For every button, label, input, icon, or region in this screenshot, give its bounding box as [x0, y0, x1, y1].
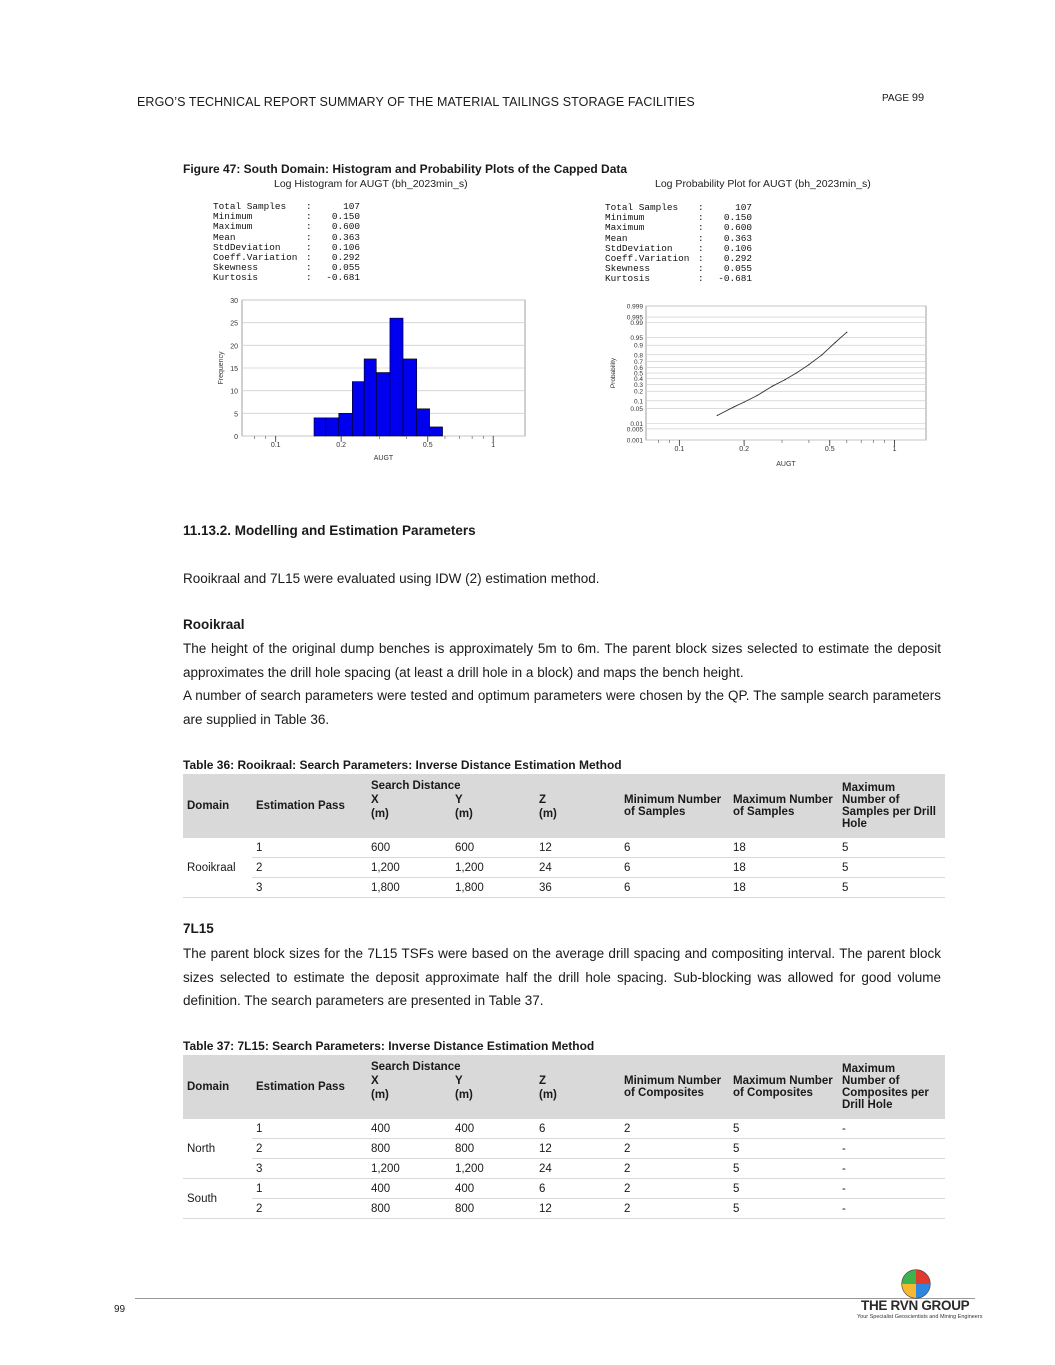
stat-value: -0.681 — [326, 272, 360, 284]
table-cell: 800 — [451, 1139, 535, 1159]
histogram-bar — [403, 359, 417, 436]
table-cell: - — [838, 1159, 945, 1179]
rvn-logo-icon — [900, 1268, 932, 1300]
stat-label: Total Samples — [213, 201, 287, 212]
probability-title: Log Probability Plot for AUGT (bh_2023min_s) — [655, 178, 871, 190]
table-cell: 5 — [838, 838, 945, 858]
stat-sep: : — [306, 252, 312, 264]
probability-point — [808, 364, 809, 365]
prob-ytick-label: 0.8 — [633, 352, 643, 360]
histogram-bar — [314, 418, 326, 436]
th-y-unit: (m) — [451, 808, 535, 838]
prob-ytick-label: 0.99 — [630, 320, 643, 328]
table-cell: 400 — [451, 1119, 535, 1139]
stat-label: Coeff.Variation — [605, 253, 690, 265]
table-cell: 3 — [252, 878, 367, 898]
hist-ytick-label: 5 — [234, 411, 238, 419]
table-cell: 1,200 — [367, 1159, 451, 1179]
prob-ytick-label: 0.999 — [626, 303, 643, 311]
stat-label: Maximum — [213, 221, 253, 233]
probability-point — [734, 406, 735, 407]
stat-value: 0.292 — [331, 252, 360, 264]
table-cell: 5 — [729, 1119, 838, 1139]
stat-row — [213, 273, 360, 283]
hist-ylabel: Frequency — [218, 351, 225, 385]
table-cell: 24 — [535, 1159, 620, 1179]
stat-label: Minimum — [605, 212, 645, 224]
stat-value: 0.055 — [723, 263, 752, 275]
table-cell: 2 — [620, 1139, 729, 1159]
prob-xtick-label: 0.5 — [824, 446, 835, 453]
histogram-bar — [376, 373, 390, 436]
table-cell: 600 — [451, 838, 535, 858]
table-cell: 1 — [252, 1119, 367, 1139]
th-x-unit: (m) — [367, 1089, 451, 1119]
table-cell: 1 — [252, 838, 367, 858]
table-row — [183, 878, 945, 898]
table-cell: 6 — [620, 858, 729, 878]
hist-ytick-label: 20 — [230, 343, 238, 351]
table-cell: 12 — [535, 838, 620, 858]
stat-sep: : — [306, 241, 312, 253]
probability-chart — [600, 298, 940, 473]
table-cell: 2 — [620, 1159, 729, 1179]
probability-point — [717, 415, 718, 416]
hist-ytick-label: 0 — [234, 434, 238, 441]
prob-xtick-label: 0.2 — [739, 446, 749, 453]
table-cell: 400 — [367, 1119, 451, 1139]
prob-ytick-label: 0.01 — [630, 420, 643, 428]
th-max-samples: Maximum Number of Samples — [729, 774, 838, 838]
th-min-samples: Minimum Number of Samples — [620, 774, 729, 838]
report-header-title: ERGO’S TECHNICAL REPORT SUMMARY OF THE MATERIAL TAILINGS STORAGE FACILITIES — [137, 95, 695, 109]
stat-value: 0.106 — [723, 242, 752, 254]
th-x-unit: (m) — [367, 808, 451, 838]
stat-sep: : — [306, 211, 312, 223]
stat-label: Coeff.Variation — [213, 252, 298, 264]
stat-value: 107 — [343, 201, 360, 212]
stat-sep: : — [306, 272, 312, 284]
th-z-unit: (m) — [535, 808, 620, 838]
stat-value: 0.600 — [331, 221, 360, 233]
figure-caption: Figure 47: South Domain: Histogram and Probability Plots of the Capped Data — [183, 162, 628, 176]
rvn-logo-text: THE RVN GROUP — [861, 1298, 970, 1313]
table-cell: 5 — [838, 858, 945, 878]
table36-caption: Table 36: Rooikraal: Search Parameters: Inverse Distance Estimation Method — [183, 758, 622, 772]
prob-ytick-label: 0.6 — [633, 365, 643, 373]
hist-ytick-label: 25 — [230, 320, 238, 328]
th-estimation-pass: Estimation Pass — [252, 1055, 367, 1119]
table-cell: 800 — [367, 1139, 451, 1159]
table-cell: 36 — [535, 878, 620, 898]
stat-sep: : — [306, 262, 312, 274]
th-x: X — [367, 1073, 451, 1089]
table-cell: 1,200 — [451, 1159, 535, 1179]
prob-ytick-label: 0.3 — [633, 381, 643, 389]
stat-value: 0.363 — [331, 231, 360, 243]
histogram-title: Log Histogram for AUGT (bh_2023min_s) — [274, 178, 468, 190]
table-cell: 2 — [620, 1119, 729, 1139]
hist-xtick-label: 0.2 — [336, 442, 347, 449]
hist-xtick-label: 1 — [491, 442, 496, 449]
table-cell: 18 — [729, 838, 838, 858]
table-cell: - — [838, 1139, 945, 1159]
prob-xtick-label: 0.1 — [674, 446, 685, 453]
table-cell: 400 — [451, 1179, 535, 1199]
table-cell: 1,200 — [367, 858, 451, 878]
table-cell: 1,800 — [367, 878, 451, 898]
table-cell: 12 — [535, 1139, 620, 1159]
stat-label: StdDeviation — [213, 241, 281, 253]
th-y: Y — [451, 1073, 535, 1089]
stat-sep: : — [698, 222, 704, 234]
table-cell: 6 — [620, 878, 729, 898]
stat-sep: : — [698, 212, 704, 224]
prob-ytick-label: 0.7 — [633, 359, 643, 367]
stat-row — [605, 274, 752, 284]
table-cell: 800 — [451, 1199, 535, 1219]
histogram-bar — [390, 318, 403, 436]
th-search-distance: Search Distance — [367, 1055, 620, 1073]
table-row — [183, 858, 945, 878]
stat-label: Mean — [213, 231, 236, 243]
stat-sep: : — [698, 263, 704, 275]
table-cell: 1,200 — [451, 858, 535, 878]
histogram-chart — [210, 292, 540, 462]
th-z-unit: (m) — [535, 1089, 620, 1119]
stat-label: Minimum — [213, 211, 253, 223]
th-max-composites: Maximum Number of Composites — [729, 1055, 838, 1119]
stat-value: 107 — [735, 202, 752, 213]
prob-xtick-label: 1 — [892, 446, 897, 453]
histogram-bar — [364, 359, 376, 436]
table-cell: 2 — [620, 1179, 729, 1199]
th-max-composites-per-dh: Maximum Number of Composites per Drill Hole — [838, 1055, 945, 1119]
th-max-samples-per-dh: Maximum Number of Samples per Drill Hole — [838, 774, 945, 838]
rvn-logo-tagline: Your Specialist Geoscientists and Mining Engineers — [857, 1314, 983, 1320]
histogram-bar — [417, 409, 430, 436]
th-min-composites: Minimum Number of Composites — [620, 1055, 729, 1119]
th-estimation-pass: Estimation Pass — [252, 774, 367, 838]
histogram-stats — [213, 202, 360, 284]
prob-ytick-label: 0.1 — [633, 398, 643, 406]
table-cell: 800 — [367, 1199, 451, 1219]
th-z: Z — [535, 792, 620, 808]
stat-value: 0.292 — [723, 253, 752, 265]
l15-heading: 7L15 — [183, 921, 214, 936]
histogram-bar — [352, 382, 364, 436]
histogram-bar — [326, 418, 339, 436]
probability-point — [796, 372, 797, 373]
hist-xtick-label: 0.5 — [422, 442, 433, 449]
probability-point — [757, 395, 758, 396]
probability-point — [821, 354, 822, 355]
table-cell: 6 — [535, 1179, 620, 1199]
table-cell: 18 — [729, 858, 838, 878]
stat-sep: : — [306, 231, 312, 243]
histogram-bar — [339, 413, 353, 436]
stat-sep: : — [698, 202, 704, 213]
prob-ytick-label: 0.2 — [633, 388, 643, 396]
table-cell: 600 — [367, 838, 451, 858]
l15-paragraph: The parent block sizes for the 7L15 TSFs were based on the average drill spacing and compositing interval. The parent block sizes selected to estimate the deposit approximate half the drill hole spacing. Sub-blocking was allowed for good volume definition. The search parameters are presented in Table 37. — [183, 946, 941, 1008]
stat-label: Mean — [605, 232, 628, 244]
table-cell: 5 — [729, 1199, 838, 1219]
stat-value: 0.150 — [331, 211, 360, 223]
table-cell: 5 — [838, 878, 945, 898]
stat-label: StdDeviation — [605, 242, 673, 254]
rooikraal-paragraph-2: A number of search parameters were tested and optimum parameters were chosen by the QP. The sample search parameters are supplied in Table 36. — [183, 688, 941, 727]
th-y: Y — [451, 792, 535, 808]
intro-paragraph: Rooikraal and 7L15 were evaluated using IDW (2) estimation method. — [183, 571, 600, 586]
rooikraal-heading: Rooikraal — [183, 617, 245, 632]
stat-value: 0.363 — [723, 232, 752, 244]
table-cell: 1 — [252, 1179, 367, 1199]
table-cell: 5 — [729, 1179, 838, 1199]
table-cell: - — [838, 1119, 945, 1139]
stat-sep: : — [306, 201, 312, 212]
page-label: PAGE — [882, 93, 910, 104]
table-cell: - — [838, 1179, 945, 1199]
domain-cell: Rooikraal — [183, 838, 252, 898]
prob-ytick-label: 0.9 — [633, 342, 643, 350]
prob-ytick-label: 0.001 — [626, 437, 643, 445]
table-cell: 3 — [252, 1159, 367, 1179]
table-cell: 5 — [729, 1139, 838, 1159]
stat-value: -0.681 — [718, 273, 752, 285]
probability-point — [772, 386, 773, 387]
stat-label: Skewness — [605, 263, 651, 275]
stat-sep: : — [698, 253, 704, 265]
table-cell: 2 — [252, 858, 367, 878]
prob-ytick-label: 0.005 — [626, 426, 643, 434]
table-cell: 2 — [620, 1199, 729, 1219]
table37 — [183, 1055, 945, 1219]
table-cell: 5 — [729, 1159, 838, 1179]
probability-point — [835, 342, 836, 343]
th-search-distance: Search Distance — [367, 774, 620, 792]
histogram-bar — [430, 427, 443, 436]
stat-label: Skewness — [213, 262, 259, 274]
stat-sep: : — [698, 242, 704, 254]
probability-point — [784, 379, 785, 380]
stat-sep: : — [698, 232, 704, 244]
stat-value: 0.600 — [723, 222, 752, 234]
hist-ytick-label: 10 — [230, 388, 238, 396]
stat-value: 0.055 — [331, 262, 360, 274]
prob-ytick-label: 0.95 — [630, 334, 643, 342]
table-cell: 2 — [252, 1199, 367, 1219]
table-row — [183, 1139, 945, 1159]
table-row — [183, 838, 945, 858]
footer-divider — [135, 1298, 975, 1299]
th-x: X — [367, 792, 451, 808]
header-page-number — [882, 92, 924, 104]
table-row — [183, 1119, 945, 1139]
stat-label: Kurtosis — [605, 273, 651, 285]
stat-label: Total Samples — [605, 202, 679, 213]
table-cell: 24 — [535, 858, 620, 878]
stat-label: Kurtosis — [213, 272, 259, 284]
table-cell: 12 — [535, 1199, 620, 1219]
probability-point — [744, 401, 745, 402]
th-z: Z — [535, 1073, 620, 1089]
stat-sep: : — [698, 273, 704, 285]
domain-cell: North — [183, 1119, 252, 1179]
table-cell: 400 — [367, 1179, 451, 1199]
table-row — [183, 1199, 945, 1219]
stat-sep: : — [306, 221, 312, 233]
table-row — [183, 1179, 945, 1199]
table-row — [183, 1159, 945, 1179]
table-cell: 1,800 — [451, 878, 535, 898]
table37-caption: Table 37: 7L15: Search Parameters: Inverse Distance Estimation Method — [183, 1039, 595, 1053]
table36 — [183, 774, 945, 898]
table-cell: 6 — [535, 1119, 620, 1139]
table-cell: - — [838, 1199, 945, 1219]
stat-value: 0.106 — [331, 241, 360, 253]
footer-page-number: 99 — [114, 1304, 126, 1315]
prob-ylabel: Probability — [610, 357, 617, 389]
th-y-unit: (m) — [451, 1089, 535, 1119]
section-heading: 11.13.2. Modelling and Estimation Parameters — [183, 523, 476, 538]
prob-ytick-label: 0.995 — [626, 314, 643, 322]
hist-xtick-label: 0.1 — [270, 442, 281, 449]
prob-ytick-label: 0.4 — [633, 375, 643, 383]
prob-xlabel: AUGT — [776, 461, 796, 468]
hist-ytick-label: 15 — [230, 366, 238, 373]
prob-ytick-label: 0.05 — [630, 406, 643, 414]
hist-ytick-label: 30 — [230, 298, 238, 305]
table-cell: 2 — [252, 1139, 367, 1159]
table-cell: 18 — [729, 878, 838, 898]
rooikraal-paragraph-1: The height of the original dump benches is approximately 5m to 6m. The parent block sizes selected to estimate the deposit approximates the drill hole spacing (at least a drill hole in a block) and maps the bench height. — [183, 641, 941, 680]
hist-xlabel: AUGT — [373, 455, 394, 462]
page-number: 99 — [911, 92, 925, 104]
probability-stats — [605, 203, 752, 285]
th-domain: Domain — [183, 774, 252, 838]
domain-cell: South — [183, 1179, 252, 1219]
th-domain: Domain — [183, 1055, 252, 1119]
stat-label: Maximum — [605, 222, 645, 234]
stat-value: 0.150 — [723, 212, 752, 224]
probability-point — [846, 332, 847, 333]
table-cell: 6 — [620, 838, 729, 858]
prob-ytick-label: 0.5 — [633, 370, 643, 378]
